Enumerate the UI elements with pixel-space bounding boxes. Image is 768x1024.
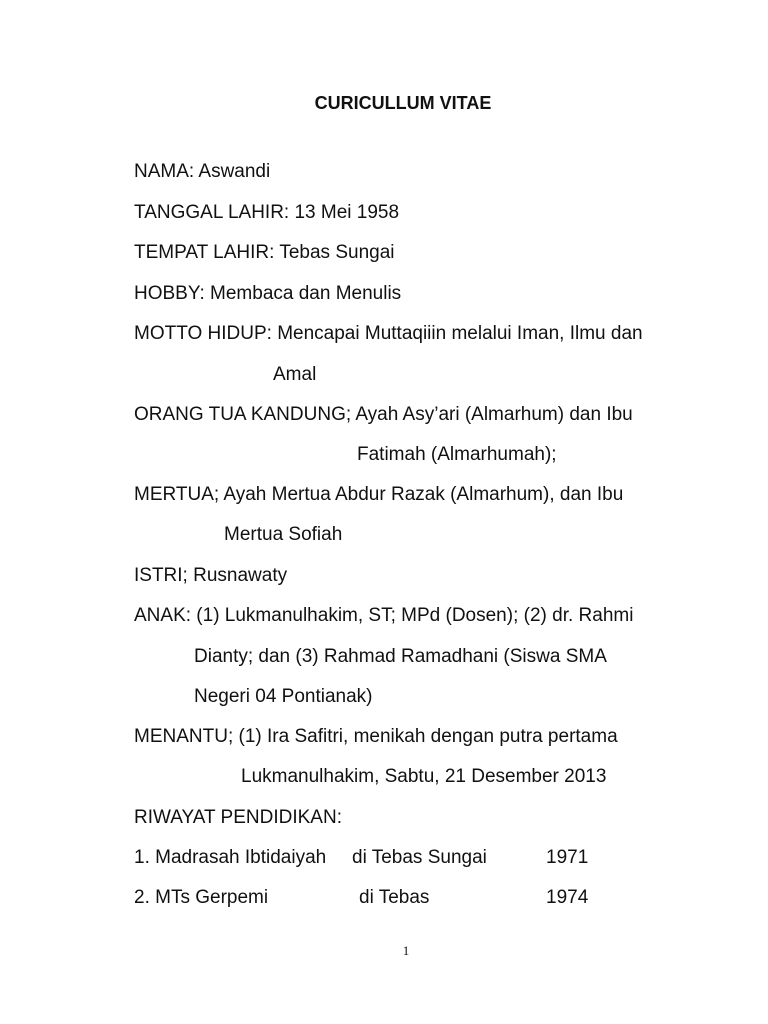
motto-line-1: MOTTO HIDUP: Mencapai Muttaqiiin melalui Iman, Ilmu dan [134,323,643,344]
anak-line-1: ANAK: (1) Lukmanulhakim, ST; MPd (Dosen); (2) dr. Rahmi [134,605,634,626]
orang-tua-line-1: ORANG TUA KANDUNG; Ayah Asy’ari (Almarhum) dan Ibu [134,404,633,425]
education-year-2: 1974 [546,887,589,908]
menantu-line-2: Lukmanulhakim, Sabtu, 21 Desember 2013 [241,766,607,787]
anak-line-2: Dianty; dan (3) Rahmad Ramadhani (Siswa SMA [194,646,607,667]
education-year-1: 1971 [546,847,589,868]
menantu-line-1: MENANTU; (1) Ira Safitri, menikah dengan putra pertama [134,726,618,747]
education-name-2: 2. MTs Gerpemi [134,887,269,908]
anak-line-3: Negeri 04 Pontianak) [194,686,373,707]
education-name-1: 1. Madrasah Ibtidaiyah [134,847,327,868]
motto-line-2: Amal [273,364,317,385]
orang-tua-line-2: Fatimah (Almarhumah); [357,444,557,465]
education-place-2: di Tebas [359,887,430,908]
mertua-line-2: Mertua Sofiah [224,524,343,545]
page-number: 1 [402,943,410,958]
document-title: CURICULLUM VITAE [314,93,492,113]
istri-line: ISTRI; Rusnawaty [134,565,288,586]
hobby-line: HOBBY: Membaca dan Menulis [134,283,402,304]
mertua-line-1: MERTUA; Ayah Mertua Abdur Razak (Almarhum), dan Ibu [134,484,624,505]
tempat-lahir-line: TEMPAT LAHIR: Tebas Sungai [134,242,395,263]
education-place-1: di Tebas Sungai [352,847,487,868]
tanggal-lahir-line: TANGGAL LAHIR: 13 Mei 1958 [134,202,400,223]
nama-line: NAMA: Aswandi [134,161,271,182]
riwayat-pendidikan-heading: RIWAYAT PENDIDIKAN: [134,807,342,828]
